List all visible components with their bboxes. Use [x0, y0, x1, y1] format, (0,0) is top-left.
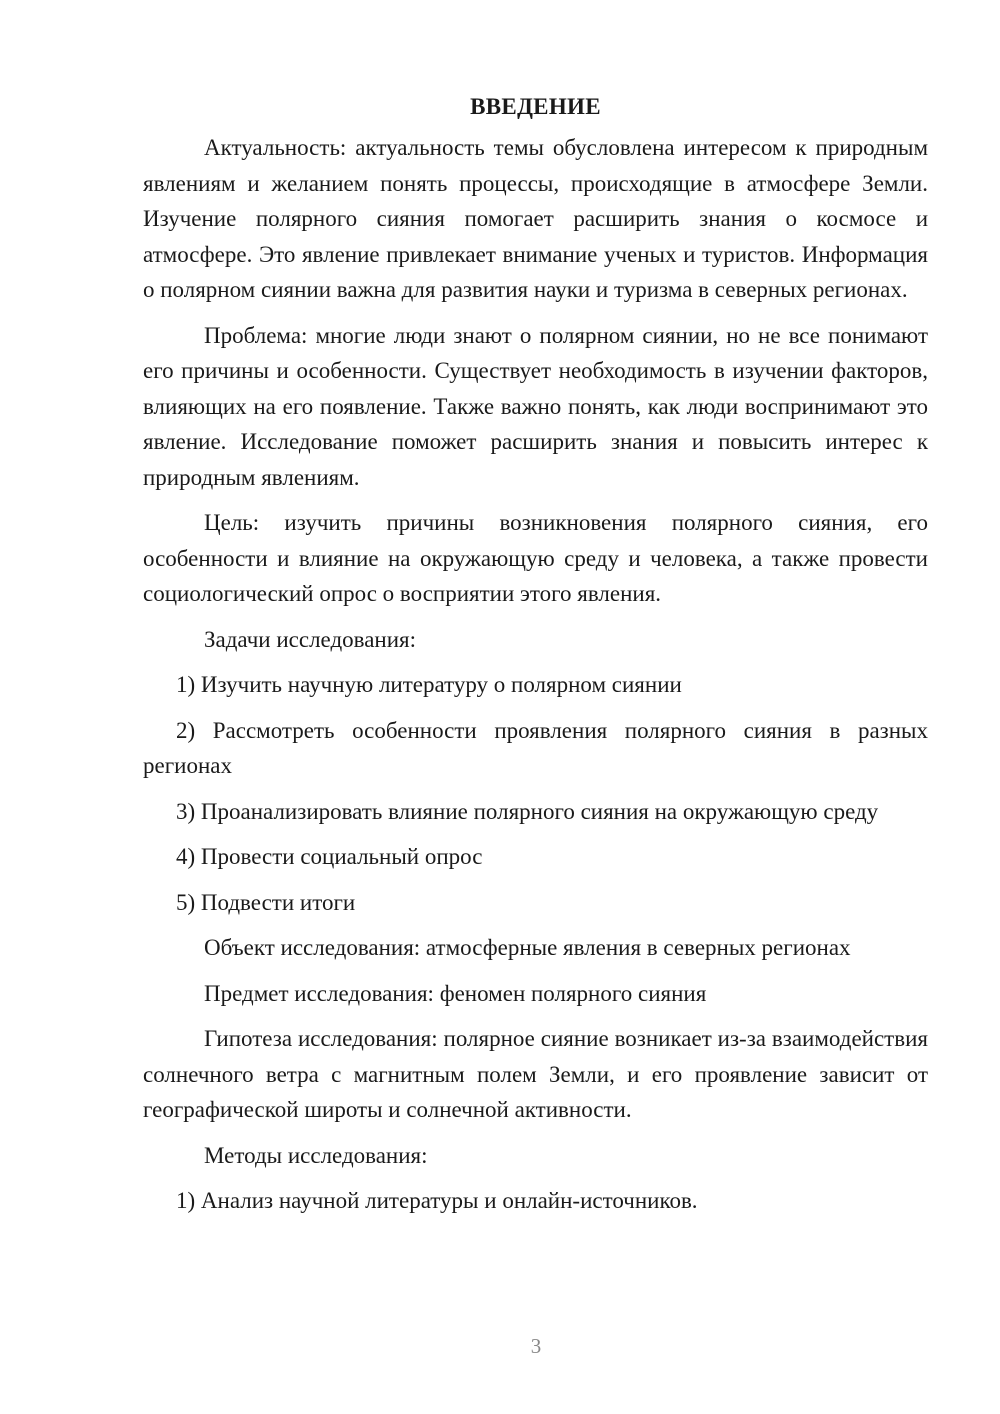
task-item-1: 1) Изучить научную литературу о полярном сиянии [176, 672, 682, 697]
tasks-heading: Задачи исследования: [204, 626, 417, 652]
section-title: ВВЕДЕНИЕ [470, 94, 601, 119]
paragraph-goal: Цель: изучить причины возникновения полярного сияния, его особенности и влияние на окружающую среду и человека, а также провести социологический опрос о восприятии этого явления. [143, 510, 928, 606]
page-number: 3 [530, 1334, 542, 1358]
methods-heading: Методы исследования: [204, 1142, 428, 1168]
task-item-3: 3) Проанализировать влияние полярного сияния на окружающую среду [176, 798, 879, 824]
document-body [143, 90, 928, 1229]
paragraph-relevance: Актуальность: актуальность темы обусловлена интересом к природным явлениям и желанием понять процессы, происходящие в атмосфере Земли. Изучение полярного сияния помогает расширить знания о космосе и атмосфере. Это явление привлекает внимание ученых и туристов. Информация о полярном сиянии важна для развития науки и туризма в северных регионах. [143, 135, 928, 302]
research-hypothesis: Гипотеза исследования: полярное сияние возникает из-за взаимодействия солнечного ветра с магнитным полем Земли, и его проявление зависит от географической широты и солнечной активности. [143, 1026, 928, 1122]
research-object: Объект исследования: атмосферные явления в северных регионах [204, 935, 851, 960]
task-item-2: 2) Рассмотреть особенности проявления полярного сияния в разных регионах [143, 717, 928, 778]
paragraph-problem: Проблема: многие люди знают о полярном сиянии, но не все понимают его причины и особенности. Существует необходимость в изучении факторов, влияющих на его появление. Также важно понять, как люди воспринимают это явление. Исследование поможет расширить знания и повысить интерес к природным явлениям. [143, 322, 928, 490]
task-item-5: 5) Подвести итоги [176, 889, 356, 915]
method-item-1: 1) Анализ научной литературы и онлайн-источников. [176, 1188, 698, 1213]
research-subject: Предмет исследования: феномен полярного сияния [204, 980, 707, 1006]
task-item-4: 4) Провести социальный опрос [176, 844, 483, 869]
